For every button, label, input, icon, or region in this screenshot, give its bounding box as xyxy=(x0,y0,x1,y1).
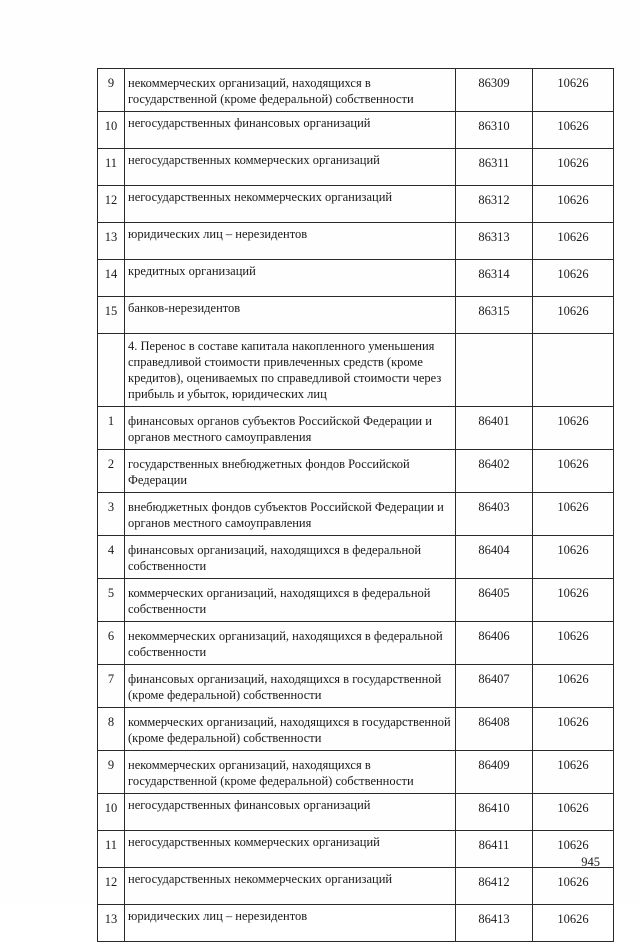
row-account-code-cell xyxy=(456,334,533,407)
row-name-cell: негосударственных коммерческих организаций xyxy=(125,831,456,868)
row-symbol-cell: 10626 xyxy=(533,149,614,186)
row-symbol-cell: 10626 xyxy=(533,260,614,297)
row-name-cell: финансовых организаций, находящихся в федеральной собственности xyxy=(125,536,456,579)
row-name-cell: финансовых организаций, находящихся в государственной (кроме федеральной) собственности xyxy=(125,665,456,708)
table-row xyxy=(98,831,614,868)
row-account-code-cell: 86405 xyxy=(456,579,533,622)
row-number-cell: 2 xyxy=(98,450,125,493)
row-name-cell: негосударственных коммерческих организаций xyxy=(125,149,456,186)
row-symbol-cell: 10626 xyxy=(533,622,614,665)
row-account-code-cell: 86411 xyxy=(456,831,533,868)
table-row xyxy=(98,794,614,831)
row-account-code-cell: 86403 xyxy=(456,493,533,536)
row-number-cell: 1 xyxy=(98,407,125,450)
row-account-code-cell: 86402 xyxy=(456,450,533,493)
table-row xyxy=(98,112,614,149)
row-account-code-cell: 86309 xyxy=(456,69,533,112)
row-name-cell: финансовых органов субъектов Российской Федерации и органов местного самоуправления xyxy=(125,407,456,450)
table-row xyxy=(98,149,614,186)
row-name-cell: некоммерческих организаций, находящихся в государственной (кроме федеральной) собственности xyxy=(125,751,456,794)
row-number-cell: 6 xyxy=(98,622,125,665)
table-row xyxy=(98,536,614,579)
row-number-cell: 4 xyxy=(98,536,125,579)
row-number-cell: 9 xyxy=(98,69,125,112)
row-name-cell: негосударственных некоммерческих организаций xyxy=(125,186,456,223)
row-name-cell: негосударственных финансовых организаций xyxy=(125,112,456,149)
table-row xyxy=(98,751,614,794)
row-number-cell: 10 xyxy=(98,112,125,149)
row-symbol-cell: 10626 xyxy=(533,794,614,831)
row-name-cell: некоммерческих организаций, находящихся в федеральной собственности xyxy=(125,622,456,665)
row-account-code-cell: 86404 xyxy=(456,536,533,579)
row-number-cell: 7 xyxy=(98,665,125,708)
row-name-cell: негосударственных финансовых организаций xyxy=(125,794,456,831)
row-number-cell: 15 xyxy=(98,297,125,334)
row-account-code-cell: 86410 xyxy=(456,794,533,831)
row-name-cell: 4. Перенос в составе капитала накопленного уменьшения справедливой стоимости привлеченных средств (кроме кредитов), оцениваемых по справедливой стоимости через прибыль и убыток, юридических лиц xyxy=(125,334,456,407)
row-name-cell: кредитных организаций xyxy=(125,260,456,297)
row-number-cell: 11 xyxy=(98,149,125,186)
table-row xyxy=(98,622,614,665)
row-symbol-cell xyxy=(533,334,614,407)
row-account-code-cell: 86401 xyxy=(456,407,533,450)
row-name-cell: внебюджетных фондов субъектов Российской Федерации и органов местного самоуправления xyxy=(125,493,456,536)
row-symbol-cell: 10626 xyxy=(533,297,614,334)
row-number-cell: 9 xyxy=(98,751,125,794)
row-symbol-cell: 10626 xyxy=(533,708,614,751)
row-number-cell: 12 xyxy=(98,868,125,905)
table-row xyxy=(98,407,614,450)
row-symbol-cell: 10626 xyxy=(533,905,614,942)
table-row xyxy=(98,905,614,942)
table-row xyxy=(98,186,614,223)
table-row xyxy=(98,493,614,536)
table-row xyxy=(98,450,614,493)
row-number-cell: 12 xyxy=(98,186,125,223)
row-name-cell: юридических лиц – нерезидентов xyxy=(125,905,456,942)
table-row xyxy=(98,708,614,751)
row-symbol-cell: 10626 xyxy=(533,493,614,536)
row-symbol-cell: 10626 xyxy=(533,69,614,112)
row-symbol-cell: 10626 xyxy=(533,536,614,579)
row-symbol-cell: 10626 xyxy=(533,450,614,493)
row-symbol-cell: 10626 xyxy=(533,868,614,905)
row-number-cell: 10 xyxy=(98,794,125,831)
row-account-code-cell: 86408 xyxy=(456,708,533,751)
table-row xyxy=(98,665,614,708)
row-number-cell xyxy=(98,334,125,407)
row-account-code-cell: 86313 xyxy=(456,223,533,260)
row-name-cell: государственных внебюджетных фондов Российской Федерации xyxy=(125,450,456,493)
table-row xyxy=(98,579,614,622)
row-number-cell: 13 xyxy=(98,905,125,942)
row-number-cell: 3 xyxy=(98,493,125,536)
row-account-code-cell: 86406 xyxy=(456,622,533,665)
row-symbol-cell: 10626 xyxy=(533,186,614,223)
row-symbol-cell: 10626 xyxy=(533,831,614,868)
row-name-cell: банков-нерезидентов xyxy=(125,297,456,334)
row-account-code-cell: 86315 xyxy=(456,297,533,334)
row-account-code-cell: 86312 xyxy=(456,186,533,223)
row-account-code-cell: 86409 xyxy=(456,751,533,794)
table-row xyxy=(98,868,614,905)
row-number-cell: 13 xyxy=(98,223,125,260)
row-account-code-cell: 86413 xyxy=(456,905,533,942)
row-symbol-cell: 10626 xyxy=(533,579,614,622)
row-account-code-cell: 86407 xyxy=(456,665,533,708)
row-name-cell: юридических лиц – нерезидентов xyxy=(125,223,456,260)
accounts-table xyxy=(97,68,614,942)
table-row xyxy=(98,69,614,112)
table-row xyxy=(98,334,614,407)
row-account-code-cell: 86311 xyxy=(456,149,533,186)
row-symbol-cell: 10626 xyxy=(533,112,614,149)
row-symbol-cell: 10626 xyxy=(533,751,614,794)
row-symbol-cell: 10626 xyxy=(533,223,614,260)
table-row xyxy=(98,260,614,297)
row-symbol-cell: 10626 xyxy=(533,407,614,450)
row-name-cell: коммерческих организаций, находящихся в государственной (кроме федеральной) собственности xyxy=(125,708,456,751)
row-number-cell: 5 xyxy=(98,579,125,622)
row-number-cell: 8 xyxy=(98,708,125,751)
row-name-cell: коммерческих организаций, находящихся в федеральной собственности xyxy=(125,579,456,622)
accounts-table-body xyxy=(98,69,614,942)
table-row xyxy=(98,297,614,334)
row-number-cell: 14 xyxy=(98,260,125,297)
page-number: 945 xyxy=(581,855,600,869)
row-name-cell: негосударственных некоммерческих организаций xyxy=(125,868,456,905)
row-name-cell: некоммерческих организаций, находящихся в государственной (кроме федеральной) собственности xyxy=(125,69,456,112)
row-account-code-cell: 86412 xyxy=(456,868,533,905)
row-account-code-cell: 86314 xyxy=(456,260,533,297)
row-symbol-cell: 10626 xyxy=(533,665,614,708)
table-row xyxy=(98,223,614,260)
row-account-code-cell: 86310 xyxy=(456,112,533,149)
row-number-cell: 11 xyxy=(98,831,125,868)
